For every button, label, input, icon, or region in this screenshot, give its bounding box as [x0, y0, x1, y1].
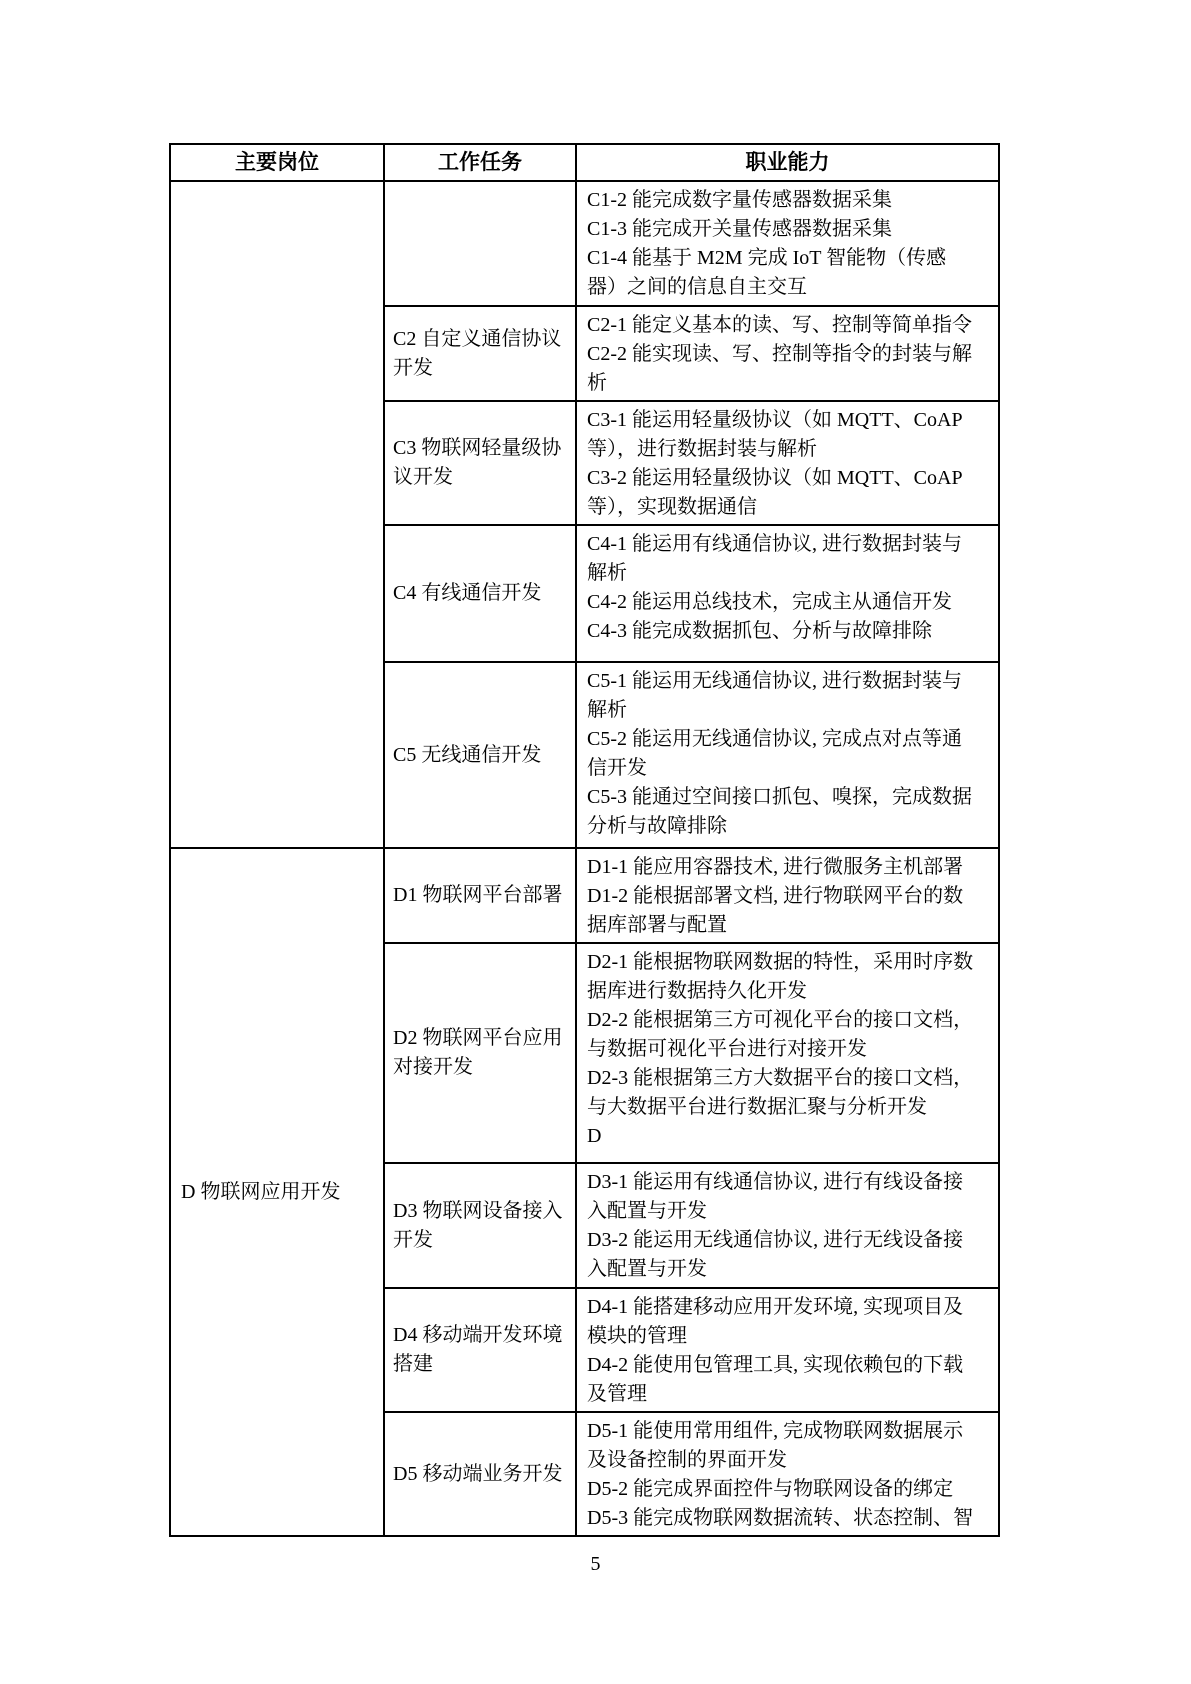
ability-line: D1-1 能应用容器技术, 进行微服务主机部署: [587, 856, 964, 878]
ability-line: 模块的管理: [587, 1325, 687, 1347]
ability-line: C3-1 能运用轻量级协议（如 MQTT、CoAP: [587, 409, 963, 431]
ability-cell-c3: [576, 401, 999, 525]
ability-line: C5-1 能运用无线通信协议, 进行数据封装与: [587, 670, 962, 692]
ability-line: 入配置与开发: [587, 1258, 707, 1280]
ability-line: D4-1 能搭建移动应用开发环境, 实现项目及: [587, 1296, 964, 1318]
ability-line: 入配置与开发: [587, 1200, 707, 1222]
ability-line: 据库部署与配置: [587, 914, 727, 936]
ability-line: 等），进行数据封装与解析: [587, 438, 817, 460]
task-cell-c2: C2 自定义通信协议开发: [384, 306, 576, 401]
table-row: [170, 848, 999, 943]
ability-line: C5-2 能运用无线通信协议, 完成点对点等通: [587, 728, 962, 750]
ability-line: 及管理: [587, 1383, 647, 1405]
ability-line: 信开发: [587, 757, 647, 779]
ability-line: D2-2 能根据第三方可视化平台的接口文档，: [587, 1009, 974, 1031]
position-cell-c: [170, 181, 384, 848]
task-cell-d5: D5 移动端业务开发: [384, 1412, 576, 1536]
task-cell-c5: C5 无线通信开发: [384, 662, 576, 848]
ability-line: 器）之间的信息自主交互: [587, 276, 807, 298]
ability-line: D5-3 能完成物联网数据流转、状态控制、智: [587, 1507, 974, 1529]
ability-line: D4-2 能使用包管理工具, 实现依赖包的下载: [587, 1354, 964, 1376]
task-cell-d4: D4 移动端开发环境搭建: [384, 1288, 576, 1412]
ability-line: C5-3 能通过空间接口抓包、嗅探，完成数据: [587, 786, 972, 808]
ability-cell-d4: [576, 1288, 999, 1412]
ability-cell-c4: [576, 525, 999, 662]
ability-line: D2-1 能根据物联网数据的特性，采用时序数: [587, 951, 974, 973]
ability-cell-c1: [576, 181, 999, 306]
header-main-position: 主要岗位: [170, 144, 384, 181]
ability-line: D5-1 能使用常用组件, 完成物联网数据展示: [587, 1420, 964, 1442]
ability-line: D: [587, 1125, 602, 1147]
table-header-row: [170, 144, 999, 181]
task-cell-c1: [384, 181, 576, 306]
task-cell-d1: D1 物联网平台部署: [384, 848, 576, 943]
ability-line: D3-2 能运用无线通信协议, 进行无线设备接: [587, 1229, 964, 1251]
ability-line: C1-2 能完成数字量传感器数据采集: [587, 189, 892, 211]
task-cell-d3: D3 物联网设备接入开发: [384, 1163, 576, 1288]
ability-line: 解析: [587, 699, 627, 721]
header-work-task: 工作任务: [384, 144, 576, 181]
task-cell-c4: C4 有线通信开发: [384, 525, 576, 662]
ability-line: 据库进行数据持久化开发: [587, 980, 807, 1002]
table-row: [170, 181, 999, 306]
ability-line: C3-2 能运用轻量级协议（如 MQTT、CoAP: [587, 467, 963, 489]
competency-table: [169, 143, 1000, 1537]
ability-line: 析: [587, 372, 607, 394]
header-professional-ability: 职业能力: [576, 144, 999, 181]
ability-cell-c5: [576, 662, 999, 848]
ability-line: 及设备控制的界面开发: [587, 1449, 787, 1471]
ability-line: C4-3 能完成数据抓包、分析与故障排除: [587, 620, 932, 642]
task-cell-c3: C3 物联网轻量级协议开发: [384, 401, 576, 525]
ability-line: 与数据可视化平台进行对接开发: [587, 1038, 867, 1060]
ability-cell-d5: [576, 1412, 999, 1536]
ability-line: C2-1 能定义基本的读、写、控制等简单指令: [587, 314, 972, 336]
ability-line: D3-1 能运用有线通信协议, 进行有线设备接: [587, 1171, 964, 1193]
ability-cell-d1: [576, 848, 999, 943]
ability-line: 解析: [587, 562, 627, 584]
ability-line: D2-3 能根据第三方大数据平台的接口文档，: [587, 1067, 974, 1089]
ability-line: 分析与故障排除: [587, 815, 727, 837]
ability-line: 与大数据平台进行数据汇聚与分析开发: [587, 1096, 927, 1118]
page-number: 5: [590, 1553, 601, 1575]
ability-line: C4-2 能运用总线技术，完成主从通信开发: [587, 591, 952, 613]
task-cell-d2: D2 物联网平台应用对接开发: [384, 943, 576, 1163]
ability-cell-c2: [576, 306, 999, 401]
ability-cell-d3: [576, 1163, 999, 1288]
ability-cell-d2: [576, 943, 999, 1163]
ability-line: C4-1 能运用有线通信协议, 进行数据封装与: [587, 533, 962, 555]
ability-line: C1-3 能完成开关量传感器数据采集: [587, 218, 892, 240]
ability-line: C1-4 能基于 M2M 完成 IoT 智能物（传感: [587, 247, 947, 269]
ability-line: 等），实现数据通信: [587, 496, 757, 518]
position-cell-d: D 物联网应用开发: [170, 848, 384, 1536]
ability-line: D5-2 能完成界面控件与物联网设备的绑定: [587, 1478, 954, 1500]
ability-line: D1-2 能根据部署文档, 进行物联网平台的数: [587, 885, 964, 907]
ability-line: C2-2 能实现读、写、控制等指令的封装与解: [587, 343, 972, 365]
